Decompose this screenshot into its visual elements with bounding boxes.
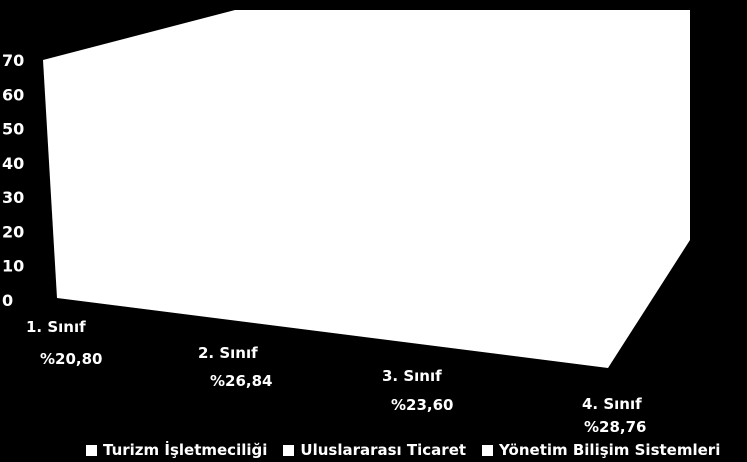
legend-label-1: Uluslararası Ticaret (300, 441, 467, 459)
legend-label-0: Turizm İşletmeciliği (103, 441, 268, 459)
x-tick-sublabel: %20,80 (40, 350, 103, 368)
y-tick-label: 30 (2, 188, 25, 208)
plot-side-wall (600, 10, 690, 368)
x-tick-label: 4. Sınıf (582, 395, 642, 413)
x-tick-label: 1. Sınıf (26, 318, 86, 336)
y-tick-label: 40 (2, 153, 25, 173)
legend-item-1 (283, 441, 466, 459)
legend-swatch-1 (283, 445, 294, 456)
legend-label-2: Yönetim Bilişim Sistemleri (499, 441, 721, 459)
y-tick-label: 10 (2, 256, 25, 276)
legend-swatch-0 (86, 445, 97, 456)
legend (86, 440, 720, 460)
x-tick-sublabel: %28,76 (584, 418, 647, 436)
plot-area (43, 10, 690, 368)
y-tick-label: 60 (2, 85, 25, 105)
x-tick-label: 2. Sınıf (198, 344, 258, 362)
legend-item-0 (86, 441, 267, 459)
x-tick-label: 3. Sınıf (382, 367, 442, 385)
y-tick-label: 70 (2, 51, 25, 70)
legend-swatch-2 (482, 445, 493, 456)
x-tick-sublabel: %23,60 (391, 396, 454, 414)
legend-item-2 (482, 441, 720, 459)
y-tick-label: 20 (2, 222, 25, 242)
y-tick-label: 50 (2, 119, 25, 139)
y-tick-label: 0 (2, 291, 14, 310)
x-tick-sublabel: %26,84 (210, 372, 273, 390)
y-axis (2, 51, 24, 310)
